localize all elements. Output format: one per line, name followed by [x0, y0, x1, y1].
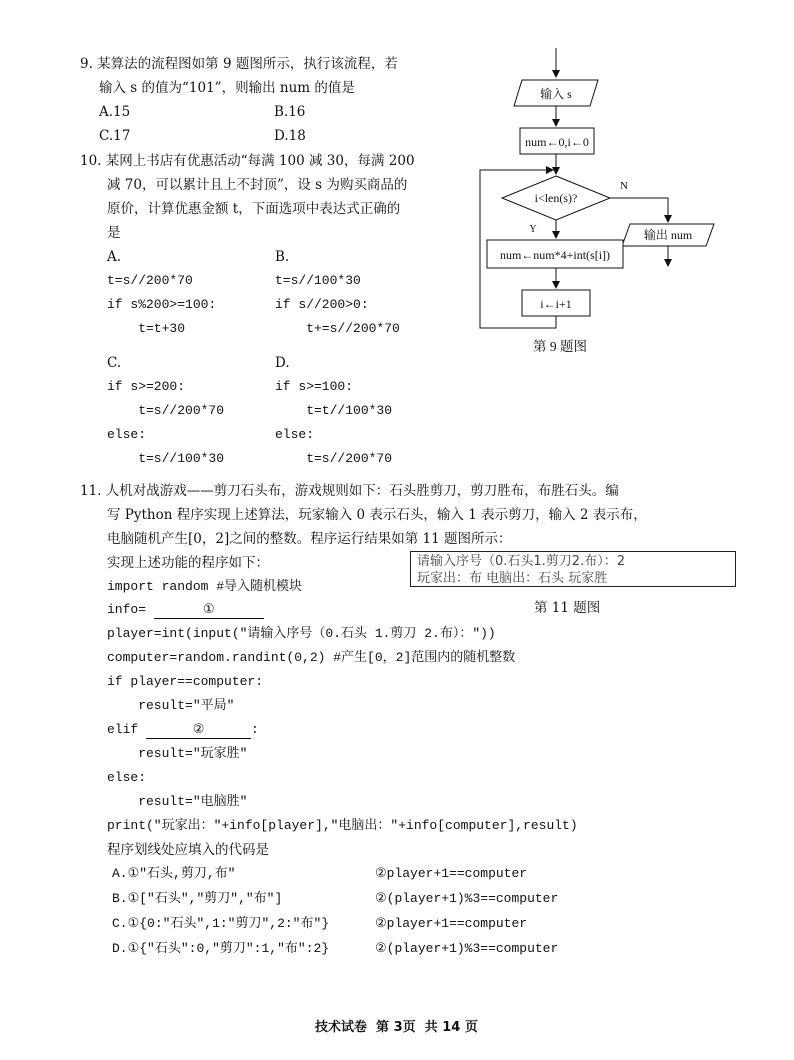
q10-option-b-code-line: if s//200>0: — [275, 297, 369, 312]
q9-stem-line2: 输入 s 的值为“101”，则输出 num 的值是 — [99, 80, 355, 96]
q10-stem-line4: 是 — [107, 225, 121, 241]
q10-option-c-code-line: t=s//100*30 — [107, 451, 225, 466]
q10-option-b-code-line: t=s//100*30 — [275, 273, 361, 288]
q10-stem-line3: 原价，计算优惠金额 t，下面选项中表达式正确的 — [107, 201, 401, 217]
q10-stem-line2: 减 70，可以累计且上不封顶”，设 s 为购买商品的 — [107, 177, 408, 193]
q11-code-print: print("玩家出："+info[player],"电脑出："+info[computer],result) — [107, 818, 578, 833]
flowchart — [470, 48, 740, 368]
q11-blank-1: ① — [154, 603, 264, 619]
flow-increment-label: i←i+1 — [540, 297, 572, 311]
q11-option-c-1: C.①{0:"石头",1:"剪刀",2:"布"} — [112, 916, 330, 931]
flow-arrow-no — [610, 198, 668, 222]
q10-option-d-code-line: if s>=100: — [275, 379, 354, 394]
q11-blank-2: ② — [146, 723, 251, 739]
flow-condition-label: i<len(s)? — [534, 191, 578, 205]
q11-option-d-2: ②(player+1)%3==computer — [375, 941, 559, 956]
q10-option-d-code-line: t=t//100*30 — [275, 403, 393, 418]
q10-option-d-label: D. — [275, 355, 290, 371]
page-footer: 技术试卷 第 3页 共 14 页 — [315, 1020, 478, 1035]
q11-result-caption: 第 11 题图 — [534, 600, 601, 616]
q10-stem-line1: 10. 某网上书店有优惠活动“每满 100 减 30，每满 200 — [80, 153, 415, 169]
flow-init-label: num←0,i←0 — [525, 135, 589, 149]
flow-input-label: 输入 s — [540, 87, 572, 101]
q11-code-info — [107, 603, 264, 619]
q11-option-b-2: ②(player+1)%3==computer — [375, 891, 559, 906]
q9-option-d: D.18 — [274, 128, 306, 144]
q10-option-a-label: A. — [107, 249, 122, 265]
q11-stem-line2: 写 Python 程序实现上述算法，玩家输入 0 表示石头，输入 1 表示剪刀，输入 2 表示布， — [107, 507, 647, 523]
q9-stem-line1: 9. 某算法的流程图如第 9 题图所示，执行该流程，若 — [80, 56, 398, 72]
q11-code-draw: result="平局" — [107, 698, 235, 713]
flow-yes-label: Y — [529, 224, 537, 235]
q11-code-player-win: result="玩家胜" — [107, 746, 248, 761]
q11-code-elif-prefix: elif — [107, 722, 139, 737]
q10-option-a-code-line: if s%200>=100: — [107, 297, 217, 312]
flow-output-label: 输出 num — [643, 228, 693, 242]
flow-caption: 第 9 题图 — [533, 339, 587, 354]
q11-code-computer: computer=random.randint(0,2) #产生[0，2]范围内的随机整数 — [107, 650, 516, 665]
q11-result-line2: 玩家出：布 电脑出：石头 玩家胜 — [417, 570, 608, 586]
q11-code-else: else: — [107, 770, 147, 785]
q10-option-c-code-line: t=s//200*70 — [107, 403, 225, 418]
q11-option-a-1: A.①"石头,剪刀,布" — [112, 866, 236, 881]
q11-stem-line1: 11. 人机对战游戏——剪刀石头布，游戏规则如下：石头胜剪刀，剪刀胜布，布胜石头。编 — [80, 483, 619, 499]
q11-code-if: if player==computer: — [107, 674, 264, 689]
q11-stem-line3: 电脑随机产生[0，2]之间的整数。程序运行结果如第 11 题图所示： — [107, 531, 512, 547]
q10-option-a-code-line: t=t+30 — [107, 321, 186, 336]
q11-question: 程序划线处应填入的代码是 — [107, 842, 269, 858]
q9-option-b: B.16 — [274, 104, 306, 120]
q10-option-d-code-line: else: — [275, 427, 315, 442]
q11-code-info-prefix: info= — [107, 602, 147, 617]
q9-option-c: C.17 — [99, 128, 131, 144]
q10-option-d-code-line: t=s//200*70 — [275, 451, 393, 466]
q10-option-c-code-line: else: — [107, 427, 147, 442]
q11-option-b-1: B.①["石头","剪刀","布"] — [112, 891, 283, 906]
q11-option-c-2: ②player+1==computer — [375, 916, 528, 931]
q10-option-a-code-line: t=s//200*70 — [107, 273, 193, 288]
q11-intro: 实现上述功能的程序如下： — [107, 555, 269, 571]
q11-option-d-1: D.①{"石头":0,"剪刀":1,"布":2} — [112, 941, 330, 956]
q11-result-line1: 请输入序号（0.石头1.剪刀2.布）：2 — [417, 554, 625, 569]
flow-no-label: N — [620, 180, 628, 192]
q9-option-a: A.15 — [99, 104, 131, 120]
q11-code-elif — [107, 723, 259, 739]
q10-option-b-label: B. — [275, 249, 290, 265]
q11-code-player: player=int(input("请输入序号（0.石头 1.剪刀 2.布）：")) — [107, 626, 496, 641]
q10-option-c-code-line: if s>=200: — [107, 379, 186, 394]
flow-update-label: num←num*4+int(s[i]) — [499, 248, 611, 262]
q11-result-box — [410, 551, 736, 587]
q11-code-elif-suffix: : — [251, 722, 259, 737]
q11-option-a-2: ②player+1==computer — [375, 866, 528, 881]
q11-code-import: import random #导入随机模块 — [107, 579, 303, 594]
q10-option-c-label: C. — [107, 355, 122, 371]
q11-code-computer-win: result="电脑胜" — [107, 794, 248, 809]
q10-option-b-code-line: t+=s//200*70 — [275, 321, 400, 336]
